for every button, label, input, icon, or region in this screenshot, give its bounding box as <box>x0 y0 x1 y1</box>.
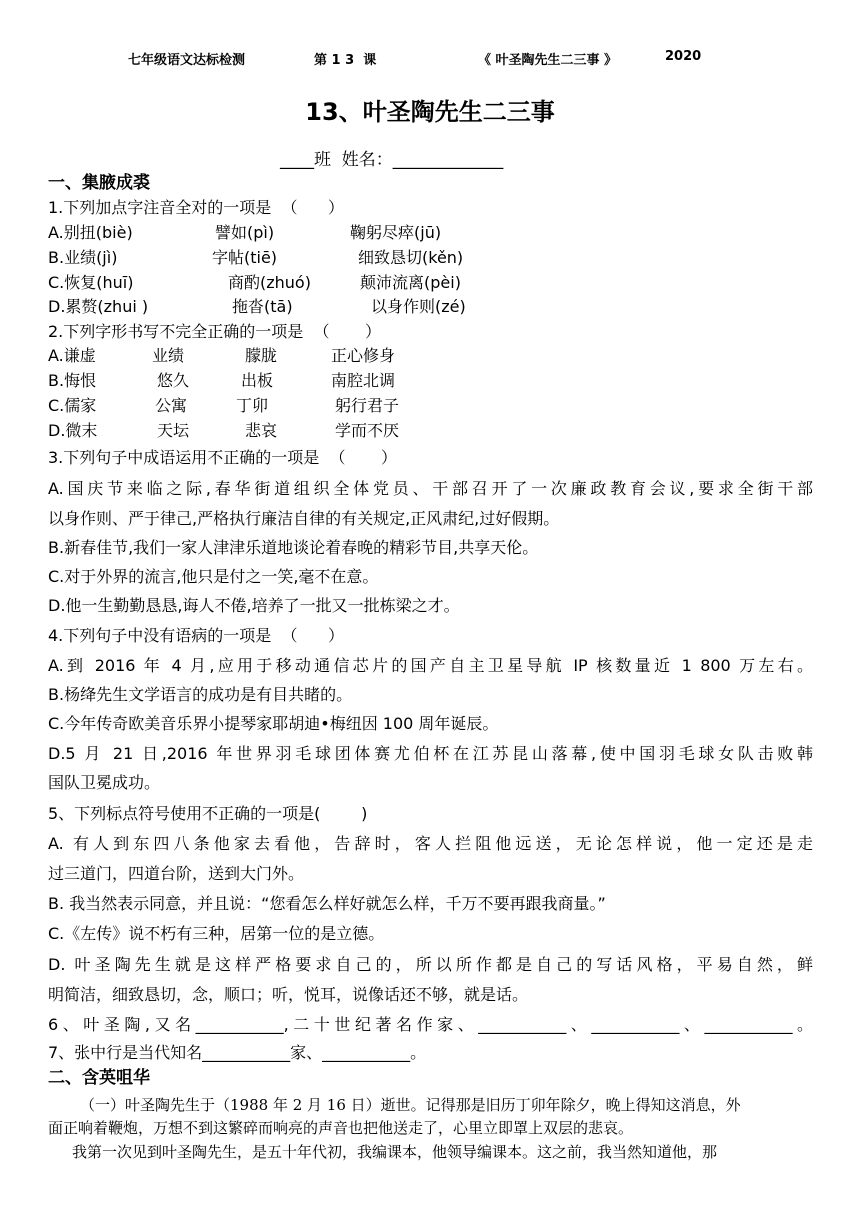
q1-option-b-1: B.业绩(jì) <box>48 248 118 267</box>
q7-fill-in: 7、张中行是当代知名___________家、___________。 <box>48 1043 427 1062</box>
q3-stem: 3.下列句子中成语运用不正确的一项是 （ ） <box>48 448 398 467</box>
q5-option-a-line1: A. 有人到东四八条他家去看他，告辞时，客人拦阻他远送，无论怎样说，他一定还是走 <box>48 834 813 853</box>
q2-option-c-3: 丁卯 <box>236 396 269 415</box>
q2-option-a-1: A.谦虚 <box>48 346 96 365</box>
q5-option-b: B. 我当然表示同意，并且说：“您看怎么样好就怎么样，千万不要再跟我商量。” <box>48 894 606 913</box>
q1-option-b-3: 细致恳切(kěn) <box>358 248 464 267</box>
q1-option-a-1: A.别扭(biè) <box>48 223 133 242</box>
q1-option-c-3: 颠沛流离(pèi) <box>360 273 461 292</box>
q5-stem: 5、下列标点符号使用不正确的一项是( ) <box>48 804 368 823</box>
q3-option-d: D.他一生勤勤恳恳,诲人不倦,培养了一批又一批栋梁之才。 <box>48 596 460 615</box>
section-2-heading: 二、含英咀华 <box>48 1068 150 1088</box>
q5-option-d-line2: 明简洁，细致恳切，念，顺口；听，悦耳，说像话还不够，就是话。 <box>48 985 529 1004</box>
q4-option-a: A.到 2016 年 4 月,应用于移动通信芯片的国产自主卫星导航 IP 核数量近 1 800 万左右。 <box>48 656 813 675</box>
q1-option-b-2: 字帖(tiē) <box>212 248 278 267</box>
section-1-heading: 一、集腋成裘 <box>48 173 150 193</box>
q1-option-d-3: 以身作则(zé) <box>371 297 466 316</box>
page-header <box>0 49 860 69</box>
header-year: 2020 <box>665 49 702 64</box>
q1-stem: 1.下列加点字注音全对的一项是 （ ） <box>48 198 344 217</box>
q1-option-c-2: 商酌(zhuó) <box>228 273 311 292</box>
passage-p1-line1: （一）叶圣陶先生于（1988 年 2 月 16 日）逝世。记得那是旧历丁卯年除夕，晚上得知这消息，外 <box>80 1096 741 1114</box>
q2-option-d-1: D.微末 <box>48 421 98 440</box>
q4-option-b: B.杨绛先生文学语言的成功是有目共睹的。 <box>48 685 353 704</box>
q1-option-a-3: 鞠躬尽瘁(jū) <box>350 223 442 242</box>
name-line: ____班 姓名：_____________ <box>280 150 504 170</box>
q4-stem: 4.下列句子中没有语病的一项是 （ ） <box>48 626 344 645</box>
q2-option-b-4: 南腔北调 <box>331 371 396 390</box>
q1-option-a-2: 譬如(pì) <box>215 223 275 242</box>
q2-option-b-1: B.悔恨 <box>48 371 97 390</box>
header-lesson: 第 1 3 课 <box>314 53 377 68</box>
q2-option-a-3: 朦胧 <box>245 346 278 365</box>
passage-p2-line1: 我第一次见到叶圣陶先生，是五十年代初，我编课本，他领导编课本。这之前，我当然知道他，那 <box>72 1143 718 1161</box>
q2-option-b-3: 出板 <box>241 371 274 390</box>
q2-option-c-4: 躬行君子 <box>335 396 400 415</box>
q1-option-d-1: D.累赘(zhui ) <box>48 297 149 316</box>
q4-option-d-line2: 国队卫冕成功。 <box>48 773 161 792</box>
header-grade: 七年级语文达标检测 <box>128 53 246 68</box>
passage-p1-line2: 面正响着鞭炮，万想不到这繁碎而响亮的声音也把他送走了，心里立即罩上双层的悲哀。 <box>48 1119 634 1137</box>
q5-option-c: C.《左传》说不朽有三种，居第一位的是立德。 <box>48 924 385 943</box>
q6-fill-in: 6、叶圣陶,又名___________,二十世纪著名作家、___________、___________、___________。 <box>48 1015 813 1034</box>
q4-option-c: C.今年传奇欧美音乐界小提琴家耶胡迪•梅纽因 100 周年诞辰。 <box>48 714 499 733</box>
q2-option-a-4: 正心修身 <box>331 346 396 365</box>
header-book: 《 叶圣陶先生二三事 》 <box>478 53 618 68</box>
q3-option-b: B.新春佳节,我们一家人津津乐道地谈论着春晚的精彩节目,共享天伦。 <box>48 538 539 557</box>
q5-option-a-line2: 过三道门，四道台阶，送到大门外。 <box>48 864 305 883</box>
q2-option-d-4: 学而不厌 <box>335 421 400 440</box>
q3-option-c: C.对于外界的流言,他只是付之一笑,毫不在意。 <box>48 567 379 586</box>
q5-option-d-line1: D. 叶圣陶先生就是这样严格要求自己的，所以所作都是自己的写话风格，平易自然，鲜 <box>48 955 813 974</box>
q2-option-c-1: C.儒家 <box>48 396 97 415</box>
q2-stem: 2.下列字形书写不完全正确的一项是 （ ） <box>48 322 382 341</box>
q2-option-b-2: 悠久 <box>157 371 190 390</box>
q3-option-a-line2: 以身作则、严于律己,严格执行廉洁自律的有关规定,正风肃纪,过好假期。 <box>48 509 560 528</box>
page-title: 13、叶圣陶先生二三事 <box>305 98 555 126</box>
q2-option-d-2: 天坛 <box>157 421 190 440</box>
q2-option-a-2: 业绩 <box>152 346 185 365</box>
q1-option-c-1: C.恢复(huī) <box>48 273 134 292</box>
q3-option-a-line1: A.国庆节来临之际,春华街道组织全体党员、干部召开了一次廉政教育会议,要求全街干部 <box>48 479 813 498</box>
q2-option-c-2: 公寓 <box>155 396 188 415</box>
q2-option-d-3: 悲哀 <box>245 421 278 440</box>
q1-option-d-2: 拖沓(tā) <box>232 297 293 316</box>
q4-option-d-line1: D.5 月 21 日,2016 年世界羽毛球团体赛尤伯杯在江苏昆山落幕,使中国羽毛球女队击败韩 <box>48 744 813 763</box>
